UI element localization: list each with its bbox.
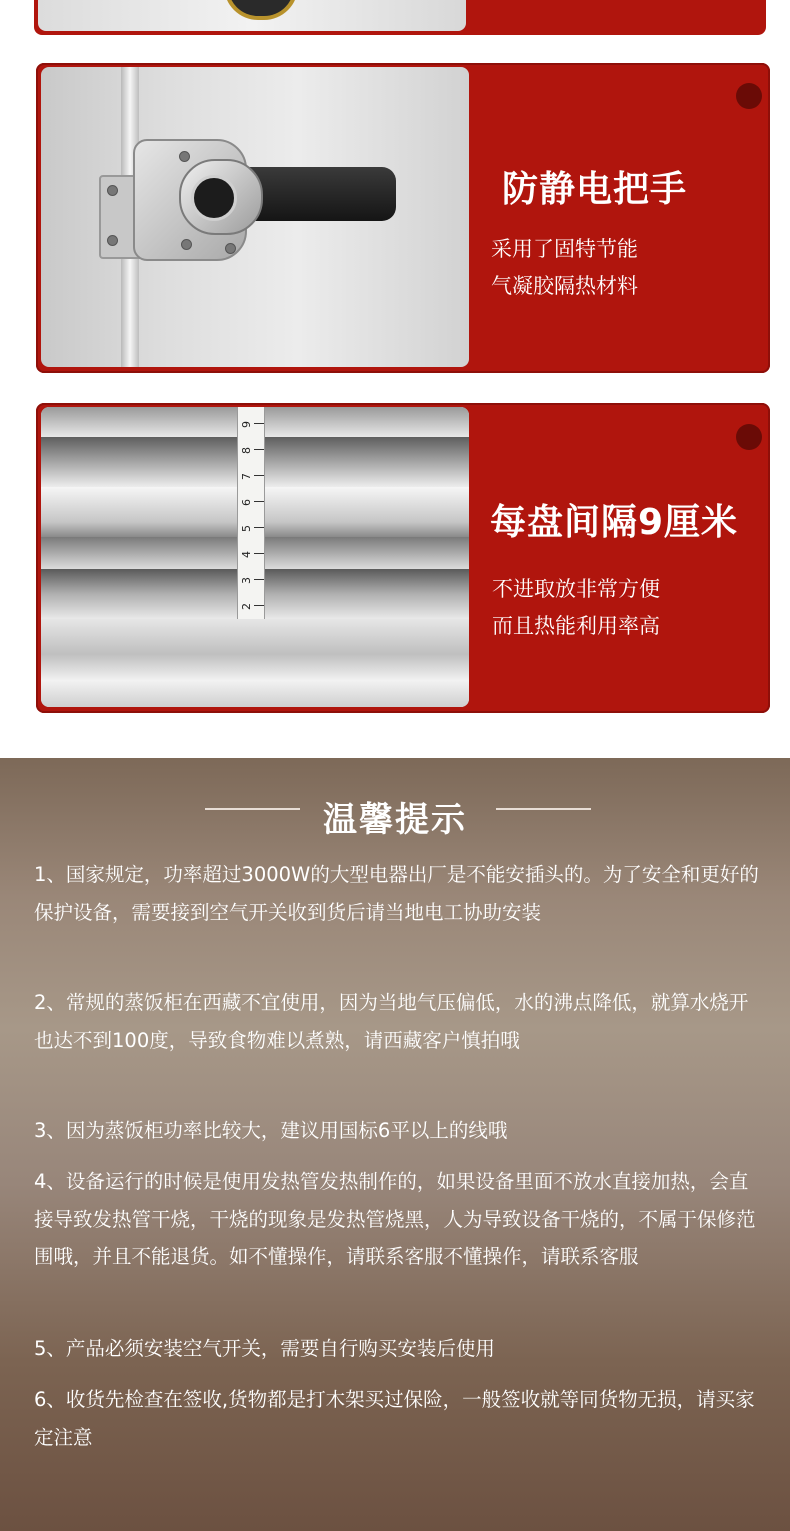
ruler-mark: 7	[240, 473, 253, 480]
feature-line: 气凝胶隔热材料	[491, 274, 638, 298]
screw-icon	[107, 235, 118, 246]
screw-icon	[181, 239, 192, 250]
handle-photo	[41, 67, 469, 367]
warm-tips-section	[0, 758, 790, 1531]
decorative-dot	[736, 83, 762, 109]
handle-grip-image	[241, 167, 396, 221]
handle-hub-image	[191, 175, 237, 221]
feature-card-tray	[36, 403, 770, 713]
previous-feature-photo	[38, 0, 466, 31]
ruler-mark: 2	[240, 603, 253, 610]
knob-image	[224, 0, 298, 20]
feature-line: 采用了固特节能	[491, 237, 638, 261]
decorative-dot	[736, 424, 762, 450]
tip-item: 5、产品必须安装空气开关，需要自行购买安装后使用	[34, 1337, 495, 1360]
tip-item: 2、常规的蒸饭柜在西藏不宜使用，因为当地气压偏低，水的沸点降低，就算水烧开也达不到100度，导致食物难以煮熟，请西藏客户慎拍哦	[34, 991, 749, 1052]
ruler-mark: 3	[240, 577, 253, 584]
ruler-mark: 4	[240, 551, 253, 558]
tips-title: 温馨提示	[323, 800, 467, 840]
feature-line: 不进取放非常方便	[492, 577, 660, 601]
screw-icon	[107, 185, 118, 196]
feature-line: 而且热能利用率高	[492, 614, 660, 638]
ruler-mark: 8	[240, 447, 253, 454]
feature-title: 防静电把手	[502, 169, 688, 210]
ruler-mark: 9	[240, 421, 253, 428]
tip-item: 1、国家规定，功率超过3000W的大型电器出厂是不能安插头的。为了安全和更好的保护设备，需要接到空气开关收到货后请当地电工协助安装	[34, 863, 759, 924]
tip-item: 3、因为蒸饭柜功率比较大，建议用国标6平以上的线哦	[34, 1119, 508, 1142]
measuring-ruler-image	[237, 407, 265, 619]
ruler-mark: 5	[240, 525, 253, 532]
feature-card-handle	[36, 63, 770, 373]
title-divider-right	[496, 808, 591, 810]
previous-feature-card	[34, 0, 766, 35]
tip-item: 4、设备运行的时候是使用发热管发热制作的，如果设备里面不放水直接加热，会直接导致发热管干烧，干烧的现象是发热管烧黑，人为导致设备干烧的，不属于保修范围哦，并且不能退货。如不懂操作，请联系客服不懂操作，请联系客服	[34, 1170, 756, 1268]
ruler-mark: 6	[240, 499, 253, 506]
tray-photo	[41, 407, 469, 707]
screw-icon	[179, 151, 190, 162]
tip-item: 6、收货先检查在签收,货物都是打木架买过保险，一般签收就等同货物无损，请买家定注意	[34, 1388, 755, 1449]
tray-bottom-image	[41, 619, 469, 707]
screw-icon	[225, 243, 236, 254]
feature-title: 每盘间隔9厘米	[490, 502, 739, 543]
